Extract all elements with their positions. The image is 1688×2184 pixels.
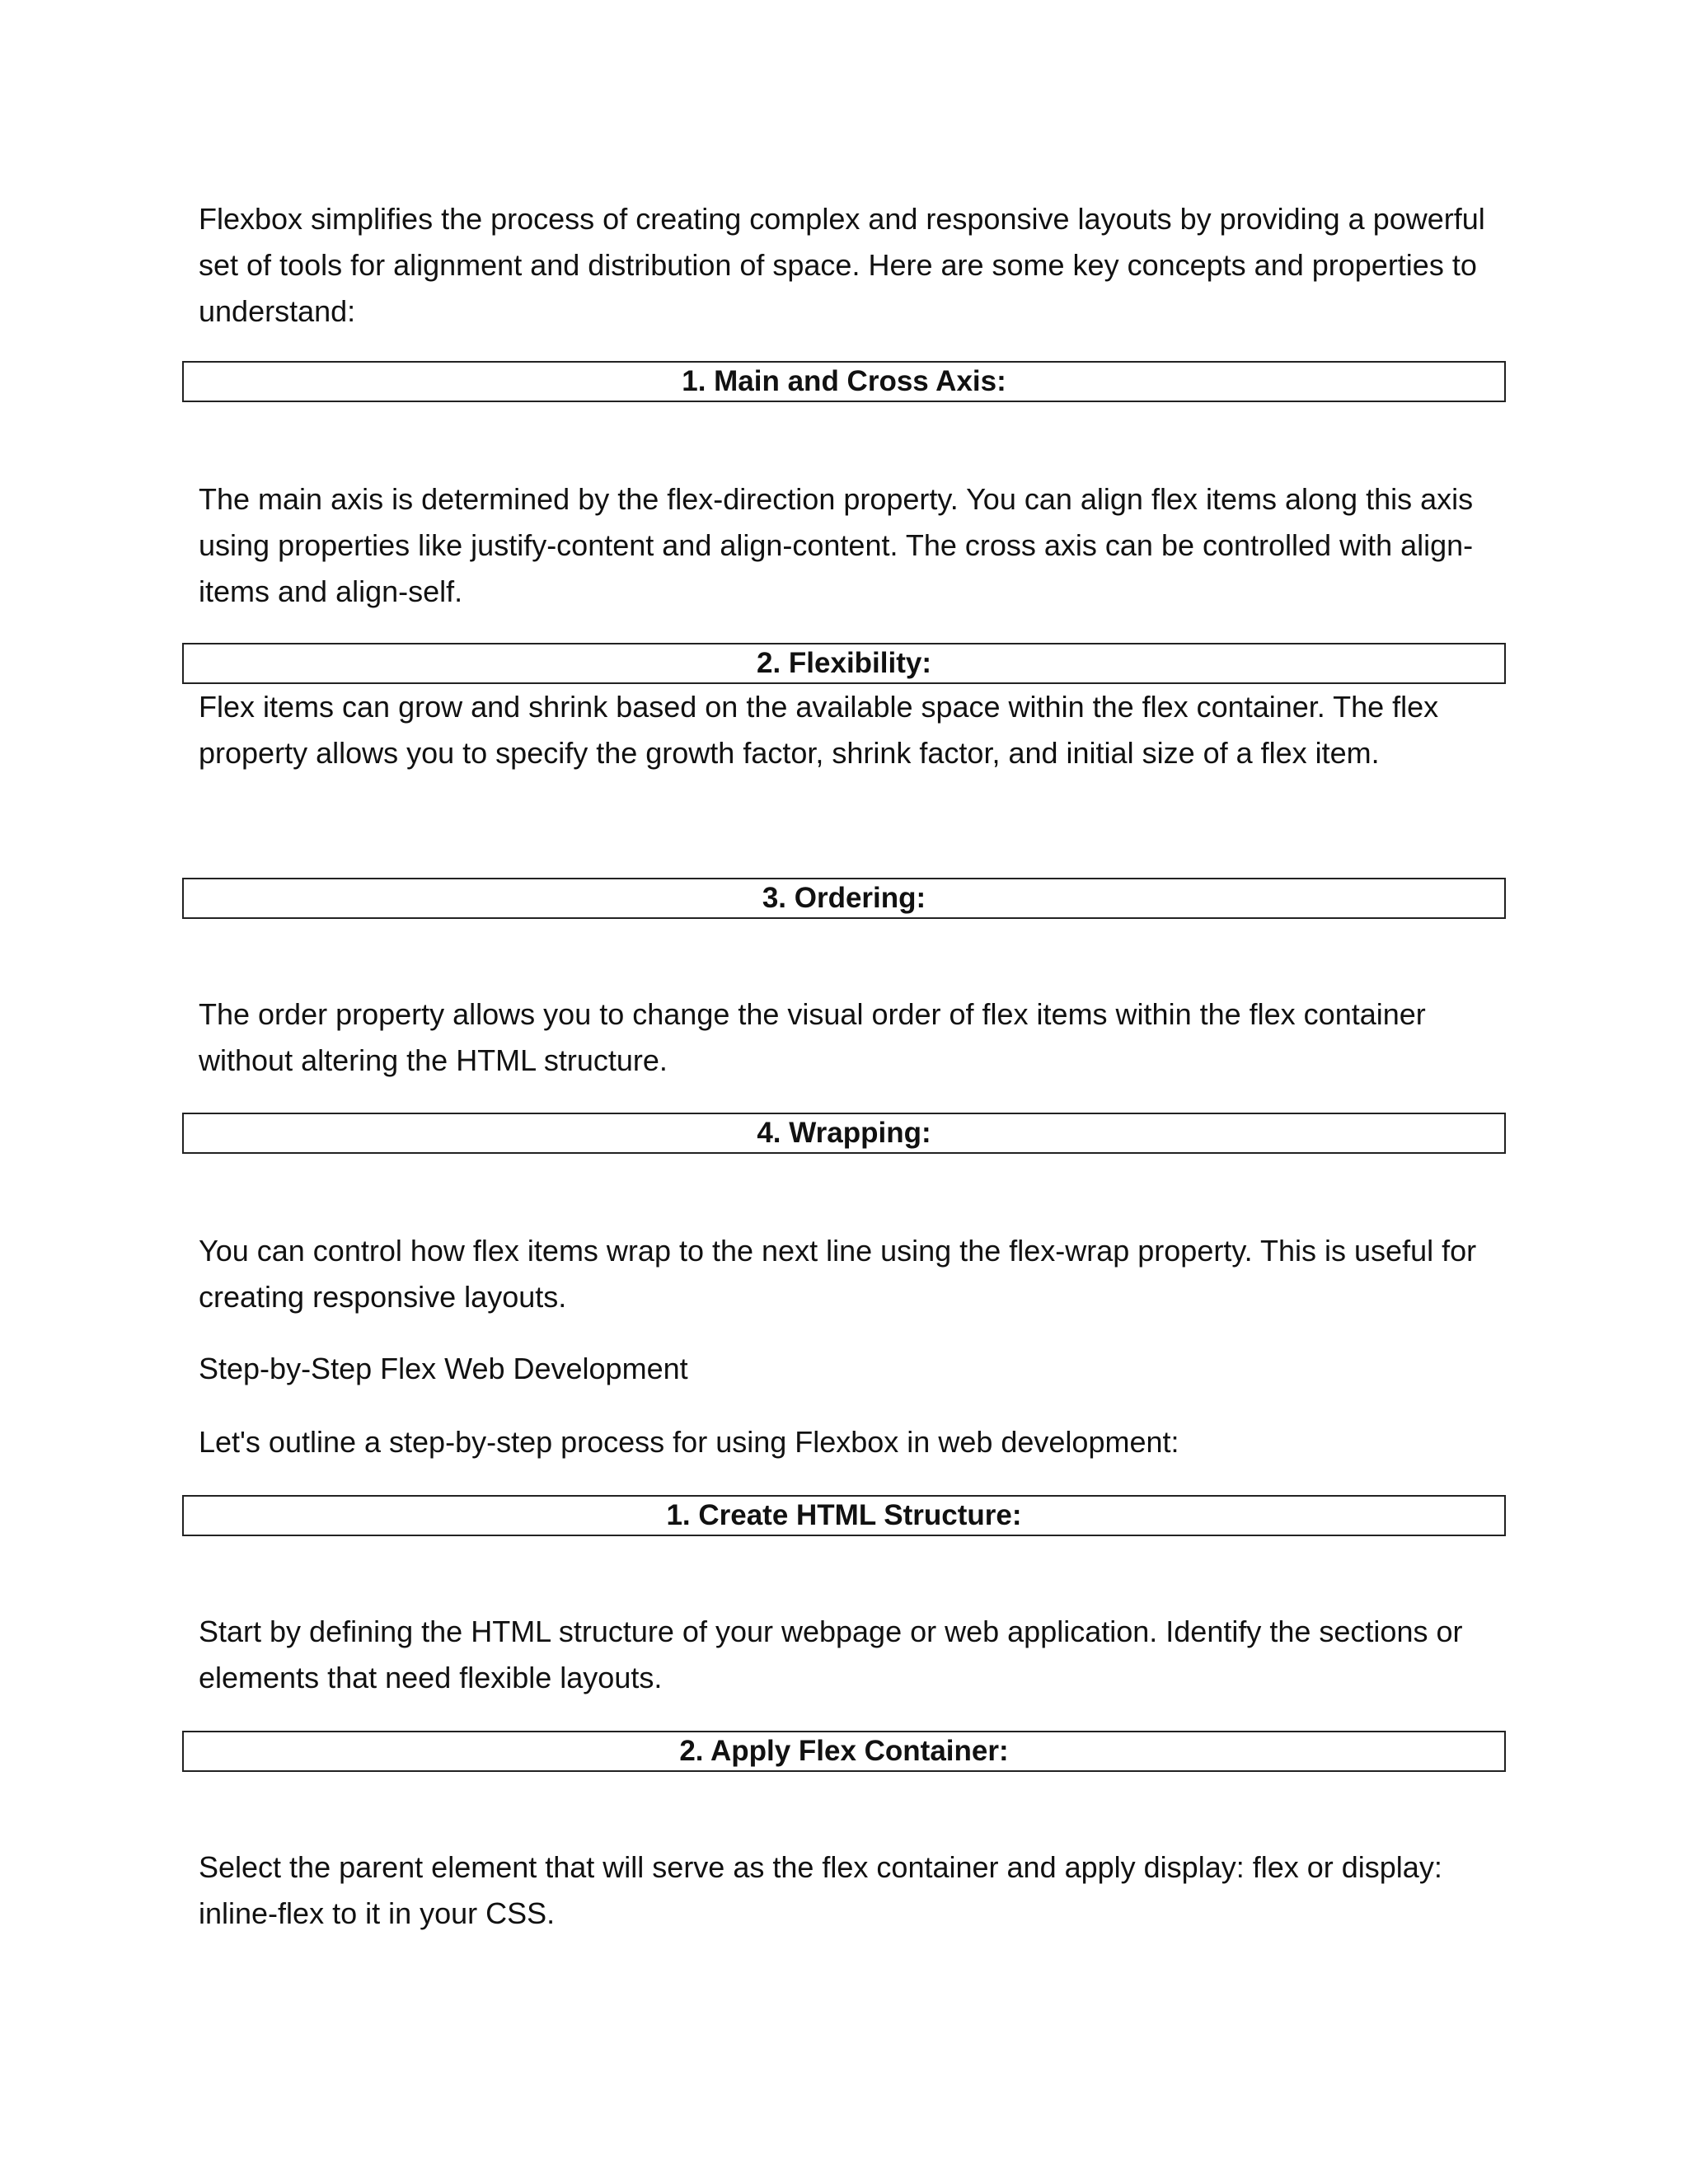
step-heading-apply-flex: 2. Apply Flex Container:: [182, 1731, 1506, 1772]
section-body-main-cross-axis: The main axis is determined by the flex-direction property. You can align flex items along this axis using properties like justify-content and align-content. The cross axis can be controlled with align-items and align-self.: [199, 482, 1474, 608]
section-heading-wrapping: 4. Wrapping:: [182, 1113, 1506, 1154]
step-section-title: Step-by-Step Flex Web Development: [199, 1352, 688, 1385]
section-body-wrapping: You can control how flex items wrap to the next line using the flex-wrap property. This is useful for creating responsive layouts.: [199, 1234, 1477, 1314]
step-body-apply-flex: Select the parent element that will serve as the flex container and apply display: flex or display: inline-flex to it in your CSS.: [199, 1850, 1442, 1930]
section-heading-ordering: 3. Ordering:: [182, 878, 1506, 919]
section-heading-main-cross-axis: 1. Main and Cross Axis:: [182, 361, 1506, 402]
step-section-intro: Let's outline a step-by-step process for using Flexbox in web development:: [199, 1425, 1179, 1459]
section-body-ordering: The order property allows you to change the visual order of flex items within the flex container without altering the HTML structure.: [199, 997, 1426, 1077]
step-body-create-html: Start by defining the HTML structure of your webpage or web application. Identify the sections or elements that need flexible layouts.: [199, 1615, 1463, 1694]
section-heading-flexibility: 2. Flexibility:: [182, 643, 1506, 684]
intro-paragraph: Flexbox simplifies the process of creating complex and responsive layouts by providing a powerful set of tools for alignment and distribution of space. Here are some key concepts and properties to understand:: [199, 202, 1485, 328]
step-heading-create-html: 1. Create HTML Structure:: [182, 1495, 1506, 1536]
section-body-flexibility: Flex items can grow and shrink based on the available space within the flex container. The flex property allows you to specify the growth factor, shrink factor, and initial size of a flex item.: [199, 690, 1439, 770]
